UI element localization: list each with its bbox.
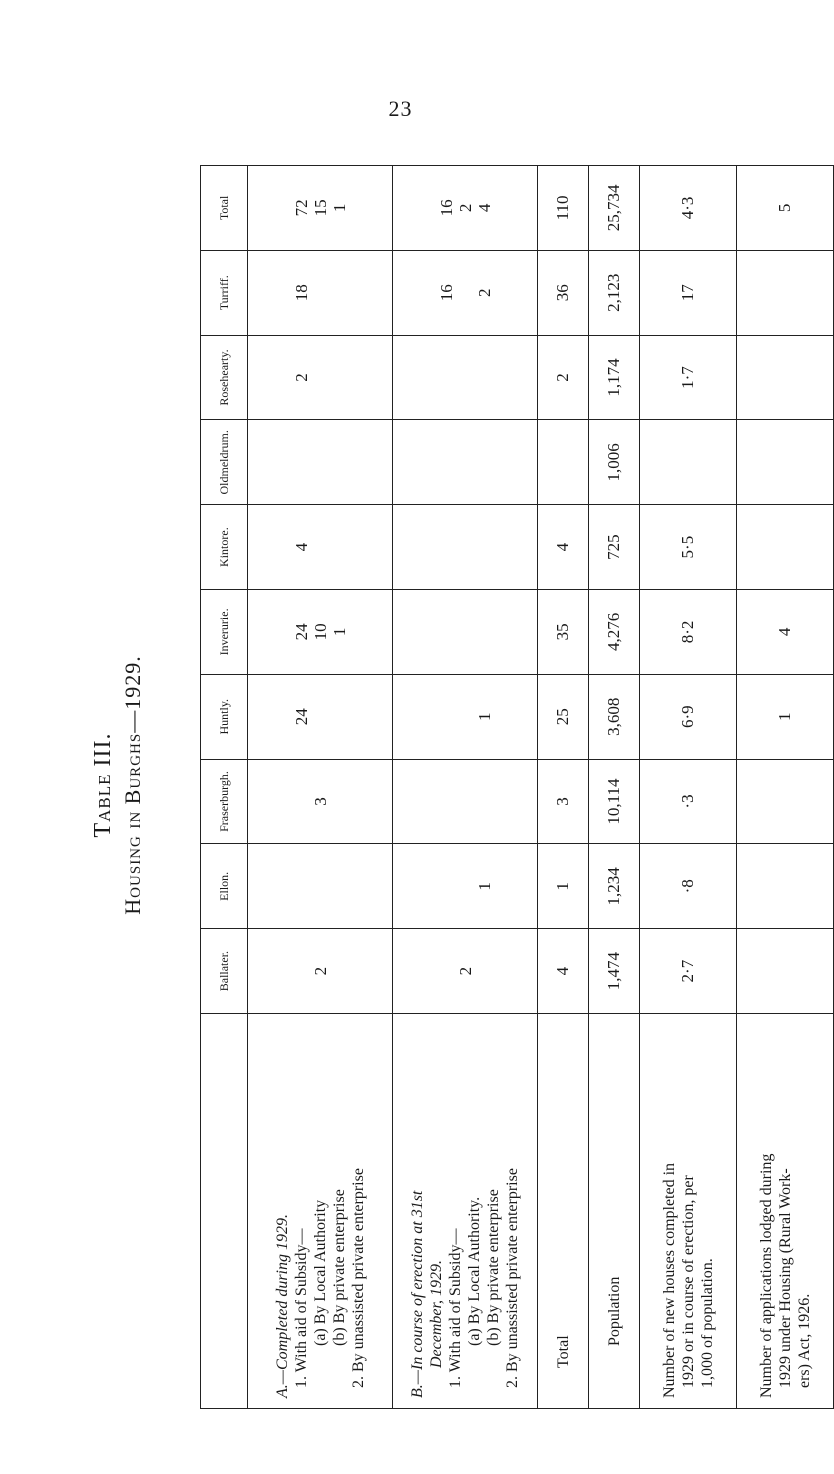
applications-cell bbox=[737, 929, 834, 1014]
applications-label: Number of applications lodged during 1929 under Housing (Rural Work- ers) Act, 1926. bbox=[737, 1014, 834, 1409]
per-thousand-cell bbox=[640, 420, 737, 505]
local-authority-label: (a) By Local Authority. bbox=[466, 1196, 483, 1346]
in-course-cell: 16 2 4 bbox=[393, 166, 538, 251]
completed-cell: 24 bbox=[248, 674, 393, 759]
total-cell: 36 bbox=[538, 250, 589, 335]
in-course-heading: B.—In course of erection at 31st bbox=[409, 1190, 426, 1398]
column-header: Ballater. bbox=[201, 929, 248, 1014]
private-enterprise-label: (b) By private enterprise bbox=[485, 1189, 502, 1346]
applications-cell: 1 bbox=[737, 674, 834, 759]
per-thousand-cell: 2·7 bbox=[640, 929, 737, 1014]
per-thousand-row bbox=[640, 166, 737, 1409]
in-course-cell bbox=[393, 420, 538, 505]
completed-cell: 2 bbox=[248, 929, 393, 1014]
population-cell: 725 bbox=[589, 505, 640, 590]
total-cell: 110 bbox=[538, 166, 589, 251]
private-enterprise-label: (b) By private enterprise bbox=[330, 1189, 348, 1346]
completed-cell bbox=[248, 844, 393, 929]
completed-cell: 72 15 1 bbox=[248, 166, 393, 251]
subsidy-label: 1. With aid of Subsidy— bbox=[447, 1228, 464, 1388]
applications-cell bbox=[737, 250, 834, 335]
per-thousand-cell: 8·2 bbox=[640, 590, 737, 675]
per-thousand-label: Number of new houses completed in 1929 or in course of erection, per 1,000 of population. bbox=[640, 1014, 737, 1409]
population-row bbox=[589, 166, 640, 1409]
housing-table-container bbox=[200, 165, 813, 1409]
population-cell: 1,234 bbox=[589, 844, 640, 929]
applications-cell bbox=[737, 844, 834, 929]
page-number: 23 bbox=[388, 96, 413, 121]
in-course-row bbox=[393, 166, 538, 1409]
total-cell: 3 bbox=[538, 759, 589, 844]
per-thousand-cell: ·8 bbox=[640, 844, 737, 929]
in-course-label bbox=[393, 1014, 538, 1409]
total-label: Total bbox=[538, 1014, 589, 1409]
total-cell: 2 bbox=[538, 335, 589, 420]
total-cell: 4 bbox=[538, 929, 589, 1014]
local-authority-label: (a) By Local Authority bbox=[311, 1199, 329, 1346]
completed-cell: 2 bbox=[248, 335, 393, 420]
applications-cell bbox=[737, 420, 834, 505]
in-course-cell: 1 bbox=[393, 674, 538, 759]
column-header: Fraserburgh. bbox=[201, 759, 248, 844]
applications-row bbox=[737, 166, 834, 1409]
population-cell: 4,276 bbox=[589, 590, 640, 675]
in-course-heading-cont: December, 1929. bbox=[428, 1260, 445, 1368]
applications-cell bbox=[737, 335, 834, 420]
in-course-cell: 16 2 bbox=[393, 250, 538, 335]
total-row bbox=[538, 166, 589, 1409]
population-cell: 1,174 bbox=[589, 335, 640, 420]
population-cell: 25,734 bbox=[589, 166, 640, 251]
completed-cell bbox=[248, 420, 393, 505]
population-cell: 3,608 bbox=[589, 674, 640, 759]
in-course-cell: 2 bbox=[393, 929, 538, 1014]
unassisted-label: 2. By unassisted private enterprise bbox=[504, 1168, 521, 1388]
completed-cell: 3 bbox=[248, 759, 393, 844]
per-thousand-cell: ·3 bbox=[640, 759, 737, 844]
completed-cell: 18 bbox=[248, 250, 393, 335]
column-header: Huntly. bbox=[201, 674, 248, 759]
in-course-cell bbox=[393, 759, 538, 844]
population-cell: 2,123 bbox=[589, 250, 640, 335]
applications-cell bbox=[737, 759, 834, 844]
total-cell: 35 bbox=[538, 590, 589, 675]
per-thousand-cell: 17 bbox=[640, 250, 737, 335]
column-header: Turriff. bbox=[201, 250, 248, 335]
per-thousand-cell: 4·3 bbox=[640, 166, 737, 251]
total-cell: 25 bbox=[538, 674, 589, 759]
label-column-header bbox=[201, 1014, 248, 1409]
housing-table bbox=[200, 165, 834, 1409]
total-cell: 1 bbox=[538, 844, 589, 929]
population-cell: 1,474 bbox=[589, 929, 640, 1014]
total-cell bbox=[538, 420, 589, 505]
per-thousand-cell: 6·9 bbox=[640, 674, 737, 759]
table-title: Table III. bbox=[90, 732, 116, 838]
column-header: Kintore. bbox=[201, 505, 248, 590]
total-cell: 4 bbox=[538, 505, 589, 590]
population-cell: 10,114 bbox=[589, 759, 640, 844]
completed-label bbox=[248, 1014, 393, 1409]
in-course-cell: 1 bbox=[393, 844, 538, 929]
column-header: Oldmeldrum. bbox=[201, 420, 248, 505]
completed-cell: 4 bbox=[248, 505, 393, 590]
unassisted-label: 2. By unassisted private enterprise bbox=[349, 1168, 367, 1388]
table-subtitle: Housing in Burghs—1929. bbox=[120, 655, 145, 915]
subsidy-label: 1. With aid of Subsidy— bbox=[292, 1228, 310, 1388]
applications-cell: 5 bbox=[737, 166, 834, 251]
column-header: Total bbox=[201, 166, 248, 251]
per-thousand-cell: 5·5 bbox=[640, 505, 737, 590]
column-header: Rosehearty. bbox=[201, 335, 248, 420]
column-header: Inverurie. bbox=[201, 590, 248, 675]
column-header: Ellon. bbox=[201, 844, 248, 929]
per-thousand-cell: 1·7 bbox=[640, 335, 737, 420]
completed-row bbox=[248, 166, 393, 1409]
population-cell: 1,006 bbox=[589, 420, 640, 505]
in-course-cell bbox=[393, 505, 538, 590]
completed-heading: A.—Completed during 1929. bbox=[273, 1214, 291, 1398]
population-label: Population bbox=[589, 1014, 640, 1409]
in-course-cell bbox=[393, 335, 538, 420]
in-course-cell bbox=[393, 590, 538, 675]
table-caption bbox=[88, 655, 148, 914]
applications-cell: 4 bbox=[737, 590, 834, 675]
header-row bbox=[201, 166, 248, 1409]
applications-cell bbox=[737, 505, 834, 590]
completed-cell: 24 10 1 bbox=[248, 590, 393, 675]
